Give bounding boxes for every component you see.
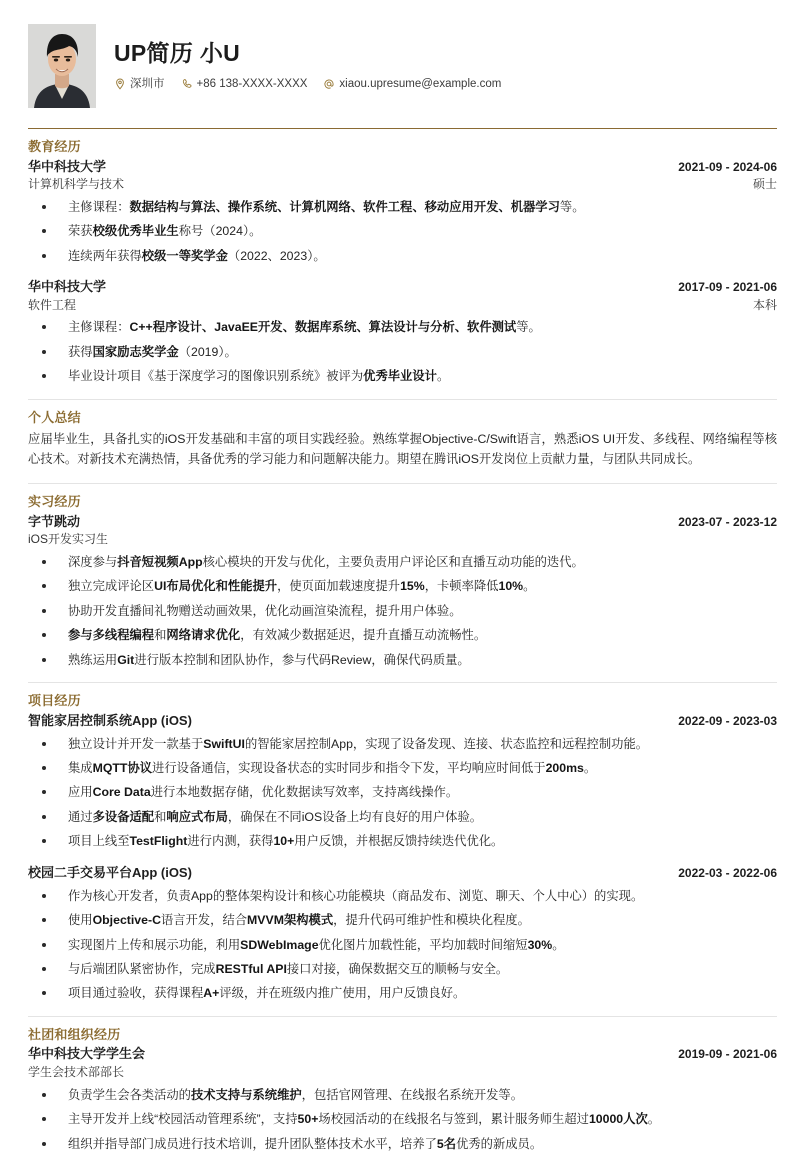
entry-date-range: 2022-09 - 2023-03 <box>678 713 777 728</box>
entry-bullet-list <box>28 554 777 669</box>
entry-aux: 本科 <box>752 297 777 312</box>
entry <box>28 864 777 1003</box>
contact-list <box>114 77 777 92</box>
entry-date-range: 2022-03 - 2022-06 <box>678 865 777 880</box>
entry-role: 计算机科学与技术 <box>28 177 125 192</box>
summary-text: 应届毕业生，具备扎实的iOS开发基础和丰富的项目实践经验。熟练掌握Objective-C/Swift语言，熟悉iOS UI开发、多线程、网络编程等核心技术。对新技术充满热情，具备优秀的学习能力和问题解决能力。期望在腾讯iOS开发岗位上贡献力量，与团队共同成长。 <box>28 432 777 467</box>
entry-organization: 华中科技大学学生会 <box>28 1046 146 1062</box>
bullet-item: 使用Objective-C语言开发，结合MVVM架构模式，提升代码可维护性和模块化程度。 <box>28 912 777 929</box>
bullet-item: 熟练运用Git进行版本控制和团队协作，参与代码Review，确保代码质量。 <box>28 652 777 669</box>
entry <box>28 158 777 266</box>
bullet-item: 独立设计并开发一款基于SwiftUI的智能家居控制App，实现了设备发现、连接、状态监控和远程控制功能。 <box>28 736 777 753</box>
bullet-item: 通过多设备适配和响应式布局，确保在不同iOS设备上均有良好的用户体验。 <box>28 809 777 826</box>
bullet-item: 与后端团队紧密协作，完成RESTful API接口对接，确保数据交互的顺畅与安全。 <box>28 961 777 978</box>
entry-header-row <box>28 864 777 883</box>
entry-header-row <box>28 513 777 532</box>
bullet-item: 项目通过验收，获得课程A+评级，并在班级内推广使用，用户反馈良好。 <box>28 985 777 1002</box>
section-projects <box>28 683 777 1003</box>
section-education <box>28 129 777 386</box>
entry-role: 学生会技术部部长 <box>28 1065 125 1080</box>
entry-bullet-list <box>28 1087 777 1153</box>
bullet-item: 项目上线至TestFlight进行内测，获得10+用户反馈，并根据反馈持续迭代优化。 <box>28 833 777 850</box>
entry-header-row <box>28 1045 777 1064</box>
entry-subheader-row <box>28 1064 777 1081</box>
avatar <box>28 24 96 108</box>
bullet-item: 协助开发直播间礼物赠送动画效果，优化动画渲染流程，提升用户体验。 <box>28 603 777 620</box>
location-pin-icon <box>114 78 126 90</box>
section-title-projects: 项目经历 <box>28 693 81 709</box>
entry <box>28 278 777 386</box>
bullet-item: 集成MQTT协议进行设备通信，实现设备状态的实时同步和指令下发，平均响应时间低于200ms。 <box>28 760 777 777</box>
contact-phone <box>181 77 308 92</box>
resume-header <box>28 24 777 114</box>
identity-block <box>114 40 777 92</box>
bullet-item: 应用Core Data进行本地数据存储，优化数据读写效率，支持离线操作。 <box>28 784 777 801</box>
entry-organization: 字节跳动 <box>28 513 81 529</box>
section-title-organizations: 社团和组织经历 <box>28 1026 121 1042</box>
entry-bullet-list <box>28 199 777 265</box>
entry <box>28 513 777 670</box>
page-title: UP简历 小U <box>114 40 241 67</box>
bullet-item: 参与多线程编程和网络请求优化，有效减少数据延迟，提升直播互动流畅性。 <box>28 627 777 644</box>
entry-organization: 校园二手交易平台App (iOS) <box>28 864 192 880</box>
entry-organization: 华中科技大学 <box>28 158 107 174</box>
entry-date-range: 2023-07 - 2023-12 <box>678 514 777 529</box>
entry-date-range: 2021-09 - 2024-06 <box>678 159 777 174</box>
bullet-item: 负责学生会各类活动的技术支持与系统维护，包括官网管理、在线报名系统开发等。 <box>28 1087 777 1104</box>
section-title-education: 教育经历 <box>28 139 81 154</box>
bullet-item: 作为核心开发者，负责App的整体架构设计和核心功能模块（商品发布、浏览、聊天、个人中心）的实现。 <box>28 888 777 905</box>
entry-role: 软件工程 <box>28 297 77 312</box>
section-summary <box>28 400 777 470</box>
sections-root <box>28 128 777 1153</box>
bullet-item: 主修课程：C++程序设计、JavaEE开发、数据库系统、算法设计与分析、软件测试等。 <box>28 319 777 336</box>
entry-organization: 智能家居控制系统App (iOS) <box>28 712 192 728</box>
contact-phone-value: +86 138-XXXX-XXXX <box>196 77 308 90</box>
contact-email-value: xiaou.upresume@example.com <box>339 77 502 90</box>
entry-role: iOS开发实习生 <box>28 532 109 547</box>
entry <box>28 712 777 851</box>
bullet-item: 实现图片上传和展示功能，利用SDWebImage优化图片加载性能，平均加载时间缩短30%。 <box>28 937 777 954</box>
contact-email <box>323 77 501 92</box>
contact-location <box>114 77 165 92</box>
entry-subheader-row <box>28 297 777 314</box>
entry-organization: 华中科技大学 <box>28 279 107 295</box>
bullet-item: 连续两年获得校级一等奖学金（2022、2023）。 <box>28 248 777 265</box>
contact-location-value: 深圳市 <box>130 77 165 90</box>
section-organizations <box>28 1017 777 1153</box>
bullet-item: 深度参与抖音短视频App核心模块的开发与优化，主要负责用户评论区和直播互动功能的迭代。 <box>28 554 777 571</box>
entry-header-row <box>28 278 777 297</box>
entry-bullet-list <box>28 319 777 385</box>
entry-subheader-row <box>28 531 777 548</box>
entry <box>28 1045 777 1153</box>
entry-header-row <box>28 712 777 731</box>
bullet-item: 荣获校级优秀毕业生称号（2024）。 <box>28 223 777 240</box>
at-email-icon <box>323 78 335 90</box>
bullet-item: 组织并指导部门成员进行技术培训，提升团队整体技术水平，培养了5名优秀的新成员。 <box>28 1136 777 1153</box>
section-title-internship: 实习经历 <box>28 494 81 510</box>
bullet-item: 主修课程：数据结构与算法、操作系统、计算机网络、软件工程、移动应用开发、机器学习等。 <box>28 199 777 216</box>
section-internship <box>28 484 777 669</box>
bullet-item: 毕业设计项目《基于深度学习的图像识别系统》被评为优秀毕业设计。 <box>28 368 777 385</box>
entry-subheader-row <box>28 176 777 193</box>
entry-date-range: 2019-09 - 2021-06 <box>678 1047 777 1062</box>
entry-aux: 硕士 <box>752 177 777 192</box>
phone-icon <box>181 78 193 90</box>
bullet-item: 独立完成评论区UI布局优化和性能提升，使页面加载速度提升15%，卡顿率降低10%。 <box>28 578 777 595</box>
entry-header-row <box>28 158 777 177</box>
bullet-item: 主导开发并上线“校园活动管理系统”，支持50+场校园活动的在线报名与签到，累计服务师生超过10000人次。 <box>28 1111 777 1128</box>
section-title-summary: 个人总结 <box>28 409 81 425</box>
entry-bullet-list <box>28 888 777 1003</box>
entry-bullet-list <box>28 736 777 851</box>
entry-date-range: 2017-09 - 2021-06 <box>678 280 777 295</box>
bullet-item: 获得国家励志奖学金（2019）。 <box>28 344 777 361</box>
